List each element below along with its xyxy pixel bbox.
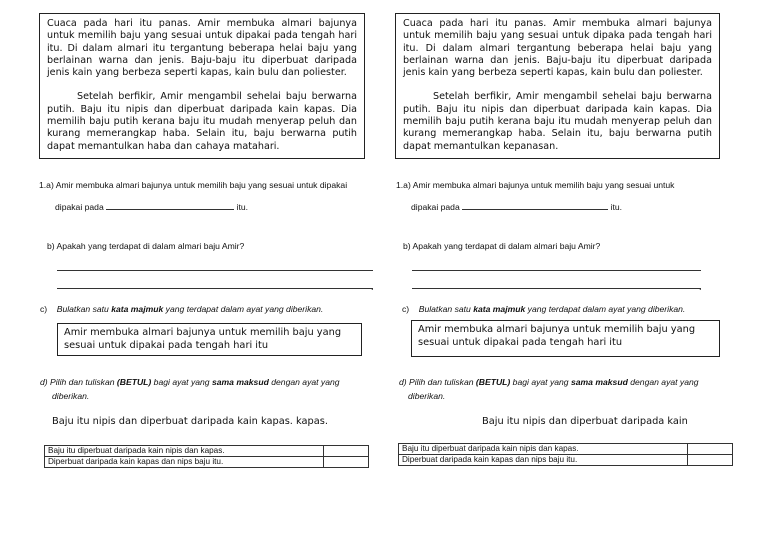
- table-row: [45, 457, 369, 468]
- answer-cell[interactable]: [323, 446, 368, 457]
- question-1a-continuation: [411, 201, 622, 213]
- answer-line[interactable]: [57, 270, 373, 271]
- table-row: [45, 446, 369, 457]
- options-table: [44, 445, 369, 468]
- question-text: yang terdapat dalam ayat yang diberikan.: [163, 304, 324, 314]
- passage-paragraph: Cuaca pada hari itu panas. Amir membuka almari bajunya untuk memilih baju yang sesuai untuk dipaka pada tengah hari itu. Di dalam almari tergantung beberapa helai baju yang berlainan warna dan jenis. Baju-baju itu diperbuat daripada jenis kain yang berbeza seperti kapas, kain bulu dan poliester.: [403, 18, 712, 79]
- answer-line[interactable]: [412, 288, 701, 289]
- question-text: itu.: [610, 202, 622, 212]
- question-text: dengan ayat yang: [268, 377, 340, 387]
- question-d-continuation: [52, 391, 89, 402]
- question-text: diberikan.: [52, 391, 90, 401]
- question-text: dipakai pada: [55, 202, 104, 212]
- sentence-box[interactable]: Amir membuka almari bajunya untuk memilih baju yang sesuai untuk dipakai pada tengah hari itu: [57, 323, 362, 356]
- sentence-box[interactable]: Amir membuka almari bajunya untuk memilih baju yang sesuai untuk dipakai pada tengah hari itu: [411, 320, 720, 357]
- question-c: [402, 304, 685, 315]
- answer-cell[interactable]: [323, 457, 368, 468]
- question-text: yang terdapat dalam ayat yang diberikan.: [525, 304, 686, 314]
- question-keyword: sama maksud: [211, 377, 269, 387]
- passage-paragraph: Setelah berfikir, Amir mengambil sehelai baju berwarna putih. Baju itu nipis dan diperbuat daripada kain kapas. Dia memilih baju putih kerana baju itu mudah menyerap peluh dan kurang memerangkap haba. Selain itu, baju berwarna putih dapat memantulkan haba dan cahaya matahari.: [47, 91, 357, 152]
- question-d: [40, 377, 340, 388]
- option-text: Diperbuat daripada kain kapas dan nips baju itu.: [45, 457, 324, 468]
- question-c: [40, 304, 323, 315]
- option-text: Baju itu diperbuat daripada kain nipis dan kapas.: [399, 444, 688, 455]
- option-text: Baju itu diperbuat daripada kain nipis dan kapas.: [45, 446, 324, 457]
- question-text: d) Pilih dan tuliskan: [399, 377, 476, 387]
- passage-paragraph: Setelah berfikir, Amir mengambil sehelai baju berwarna putih. Baju itu nipis dan diperbuat daripada kain kapas. Dia memilih baju putih kerana baju itu mudah menyerap peluh dan kurang memerangkap haba. Selain itu, baju berwarna putih dapat memantulkan kepanasan.: [403, 91, 712, 152]
- line-end-dot: .: [699, 282, 702, 292]
- question-keyword: kata majmuk: [473, 304, 526, 314]
- given-statement: Baju itu nipis dan diperbuat daripada kain: [482, 416, 688, 427]
- passage-paragraph: Cuaca pada hari itu panas. Amir membuka almari bajunya untuk memilih baju yang sesuai untuk dipakai pada tengah hari itu. Di dalam almari itu tergantung beberapa helai baju yang berlainan warna dan jenis. Baju-baju itu diperbuat daripada jenis kain yang berbeza seperti kapas, kain bulu dan poliester.: [47, 18, 357, 79]
- answer-cell[interactable]: [687, 455, 732, 466]
- options-table: [398, 443, 733, 466]
- question-text: Bulatkan satu: [56, 304, 112, 314]
- question-keyword: (BETUL): [116, 377, 152, 387]
- option-text: Diperbuat daripada kain kapas dan nips baju itu.: [399, 455, 688, 466]
- question-text: Bulatkan satu: [418, 304, 474, 314]
- answer-line[interactable]: [57, 288, 373, 289]
- question-keyword: (BETUL): [475, 377, 511, 387]
- worksheet-right: [386, 0, 756, 543]
- answer-cell[interactable]: [687, 444, 732, 455]
- question-text: d) Pilih dan tuliskan: [40, 377, 117, 387]
- given-statement: Baju itu nipis dan diperbuat daripada kain kapas. kapas.: [52, 416, 328, 427]
- question-keyword: sama maksud: [570, 377, 628, 387]
- answer-blank[interactable]: [106, 201, 234, 210]
- worksheet-left: [0, 0, 374, 543]
- reading-passage: [39, 13, 365, 159]
- reading-passage: [395, 13, 720, 159]
- question-text: bagi ayat yang: [510, 377, 571, 387]
- question-text: itu.: [236, 202, 248, 212]
- question-label: c): [40, 304, 48, 314]
- question-keyword: kata majmuk: [111, 304, 164, 314]
- question-1b: b) Apakah yang terdapat di dalam almari baju Amir?: [47, 241, 245, 251]
- line-end-dot: .: [371, 282, 374, 292]
- question-text: dengan ayat yang: [627, 377, 699, 387]
- answer-line[interactable]: [412, 270, 701, 271]
- answer-blank[interactable]: [462, 201, 608, 210]
- question-1b: b) Apakah yang terdapat di dalam almari baju Amir?: [403, 241, 601, 251]
- question-d: [399, 377, 699, 388]
- table-row: [399, 455, 733, 466]
- question-1a: 1.a) Amir membuka almari bajunya untuk memilih baju yang sesuai untuk: [396, 180, 675, 190]
- question-text: diberikan.: [408, 391, 446, 401]
- table-row: [399, 444, 733, 455]
- question-text: dipakai pada: [411, 202, 460, 212]
- question-label: c): [402, 304, 410, 314]
- question-1a: 1.a) Amir membuka almari bajunya untuk memilih baju yang sesuai untuk dipakai: [39, 180, 348, 190]
- question-1a-continuation: [55, 201, 248, 213]
- question-d-continuation: [408, 391, 445, 402]
- question-text: bagi ayat yang: [151, 377, 212, 387]
